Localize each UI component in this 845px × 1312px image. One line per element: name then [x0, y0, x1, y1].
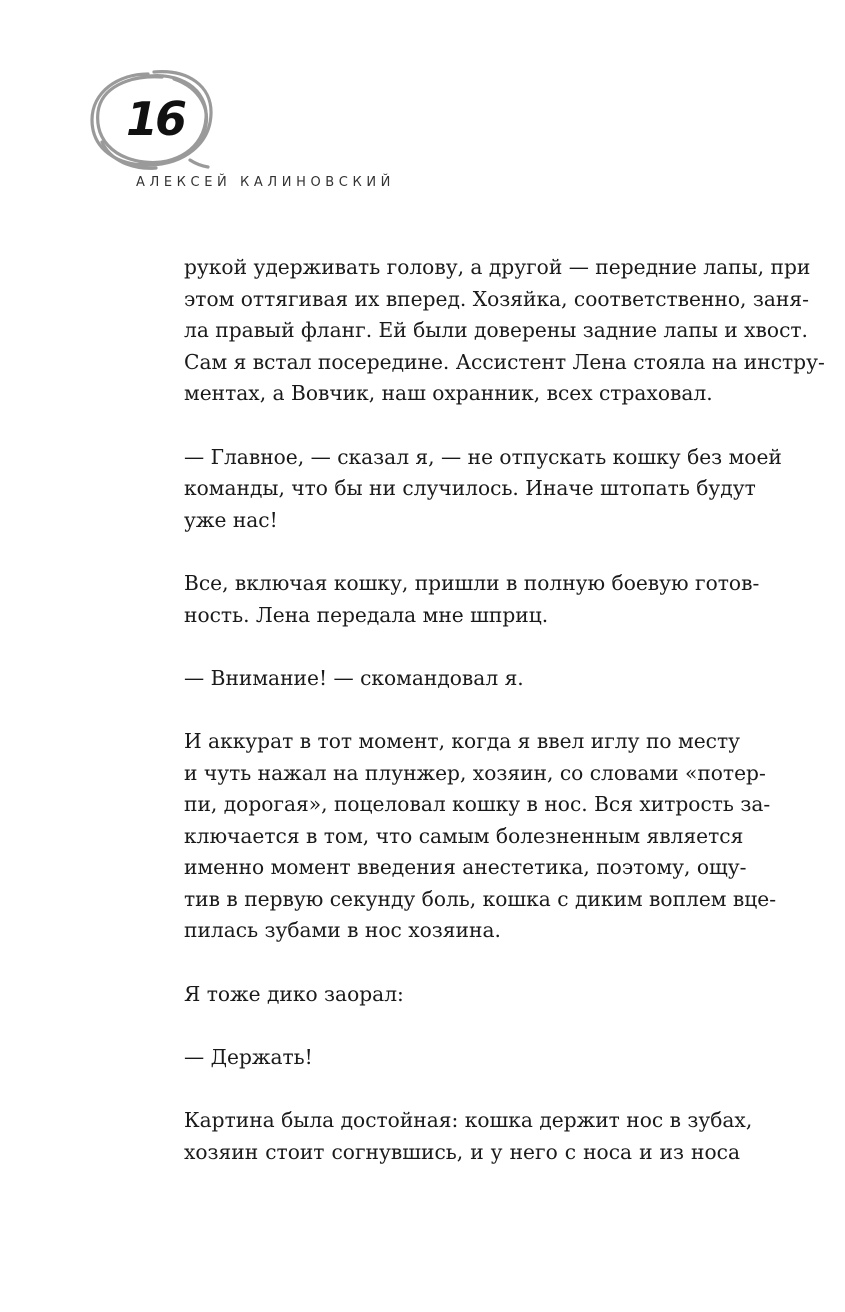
paragraph-gap — [184, 1073, 740, 1105]
text-line: уже нас! — [184, 507, 278, 532]
author-running-head: АЛЕКСЕЙ КАЛИНОВСКИЙ — [136, 175, 395, 190]
paragraph — [184, 1042, 740, 1074]
paragraph — [184, 979, 740, 1011]
text-line: ла правый фланг. Ей были доверены задние лапы и хвост. — [184, 318, 808, 343]
text-line: ключается в том, что самым болезненным является — [184, 823, 744, 848]
text-line: пилась зубами в нос хозяина. — [184, 918, 501, 943]
text-line: И аккурат в тот момент, когда я ввел иглу по месту — [184, 728, 740, 753]
page-number: 16 — [125, 92, 184, 146]
paragraph — [184, 568, 760, 631]
paragraph-gap — [184, 536, 740, 568]
paragraph — [184, 442, 782, 537]
paragraph-gap — [184, 694, 740, 726]
text-line: пи, дорогая», поцеловал кошку в нос. Вся хитрость за- — [184, 792, 771, 817]
paragraph-gap — [184, 947, 740, 979]
text-line: хозяин стоит согнувшись, и у него с носа и из носа — [184, 1139, 740, 1164]
paragraph — [184, 726, 777, 947]
text-line: Сам я встал посередине. Ассистент Лена стояла на инстру- — [184, 349, 825, 374]
text-line: Я тоже дико заорал: — [184, 981, 404, 1006]
paragraph — [184, 1105, 753, 1168]
text-line: — Внимание! — скомандовал я. — [184, 665, 524, 690]
text-line: команды, что бы ни случилось. Иначе штопать будут — [184, 476, 756, 501]
text-line: и чуть нажал на плунжер, хозяин, со словами «потер- — [184, 760, 766, 785]
text-line: Все, включая кошку, пришли в полную боевую готов- — [184, 570, 760, 595]
text-line: тив в первую секунду боль, кошка с диким воплем вце- — [184, 886, 777, 911]
text-line: рукой удерживать голову, а другой — передние лапы, при — [184, 255, 811, 279]
page-number-badge — [84, 66, 220, 172]
paragraph — [184, 663, 740, 695]
text-line: — Главное, — сказал я, — не отпускать кошку без моей — [184, 444, 782, 469]
text-line: ность. Лена передала мне шприц. — [184, 602, 549, 627]
text-line: ментах, а Вовчик, наш охранник, всех страховал. — [184, 381, 713, 406]
text-line: этом оттягивая их вперед. Хозяйка, соответственно, заня- — [184, 286, 809, 311]
text-line: именно момент введения анестетика, поэтому, ощу- — [184, 855, 747, 880]
text-line: — Держать! — [184, 1044, 313, 1069]
paragraph-gap — [184, 1010, 740, 1042]
body-text — [184, 252, 825, 1168]
paragraph-gap — [184, 631, 740, 663]
paragraph-gap — [184, 410, 740, 442]
text-line: Картина была достойная: кошка держит нос в зубах, — [184, 1108, 753, 1133]
paragraph — [184, 252, 825, 410]
